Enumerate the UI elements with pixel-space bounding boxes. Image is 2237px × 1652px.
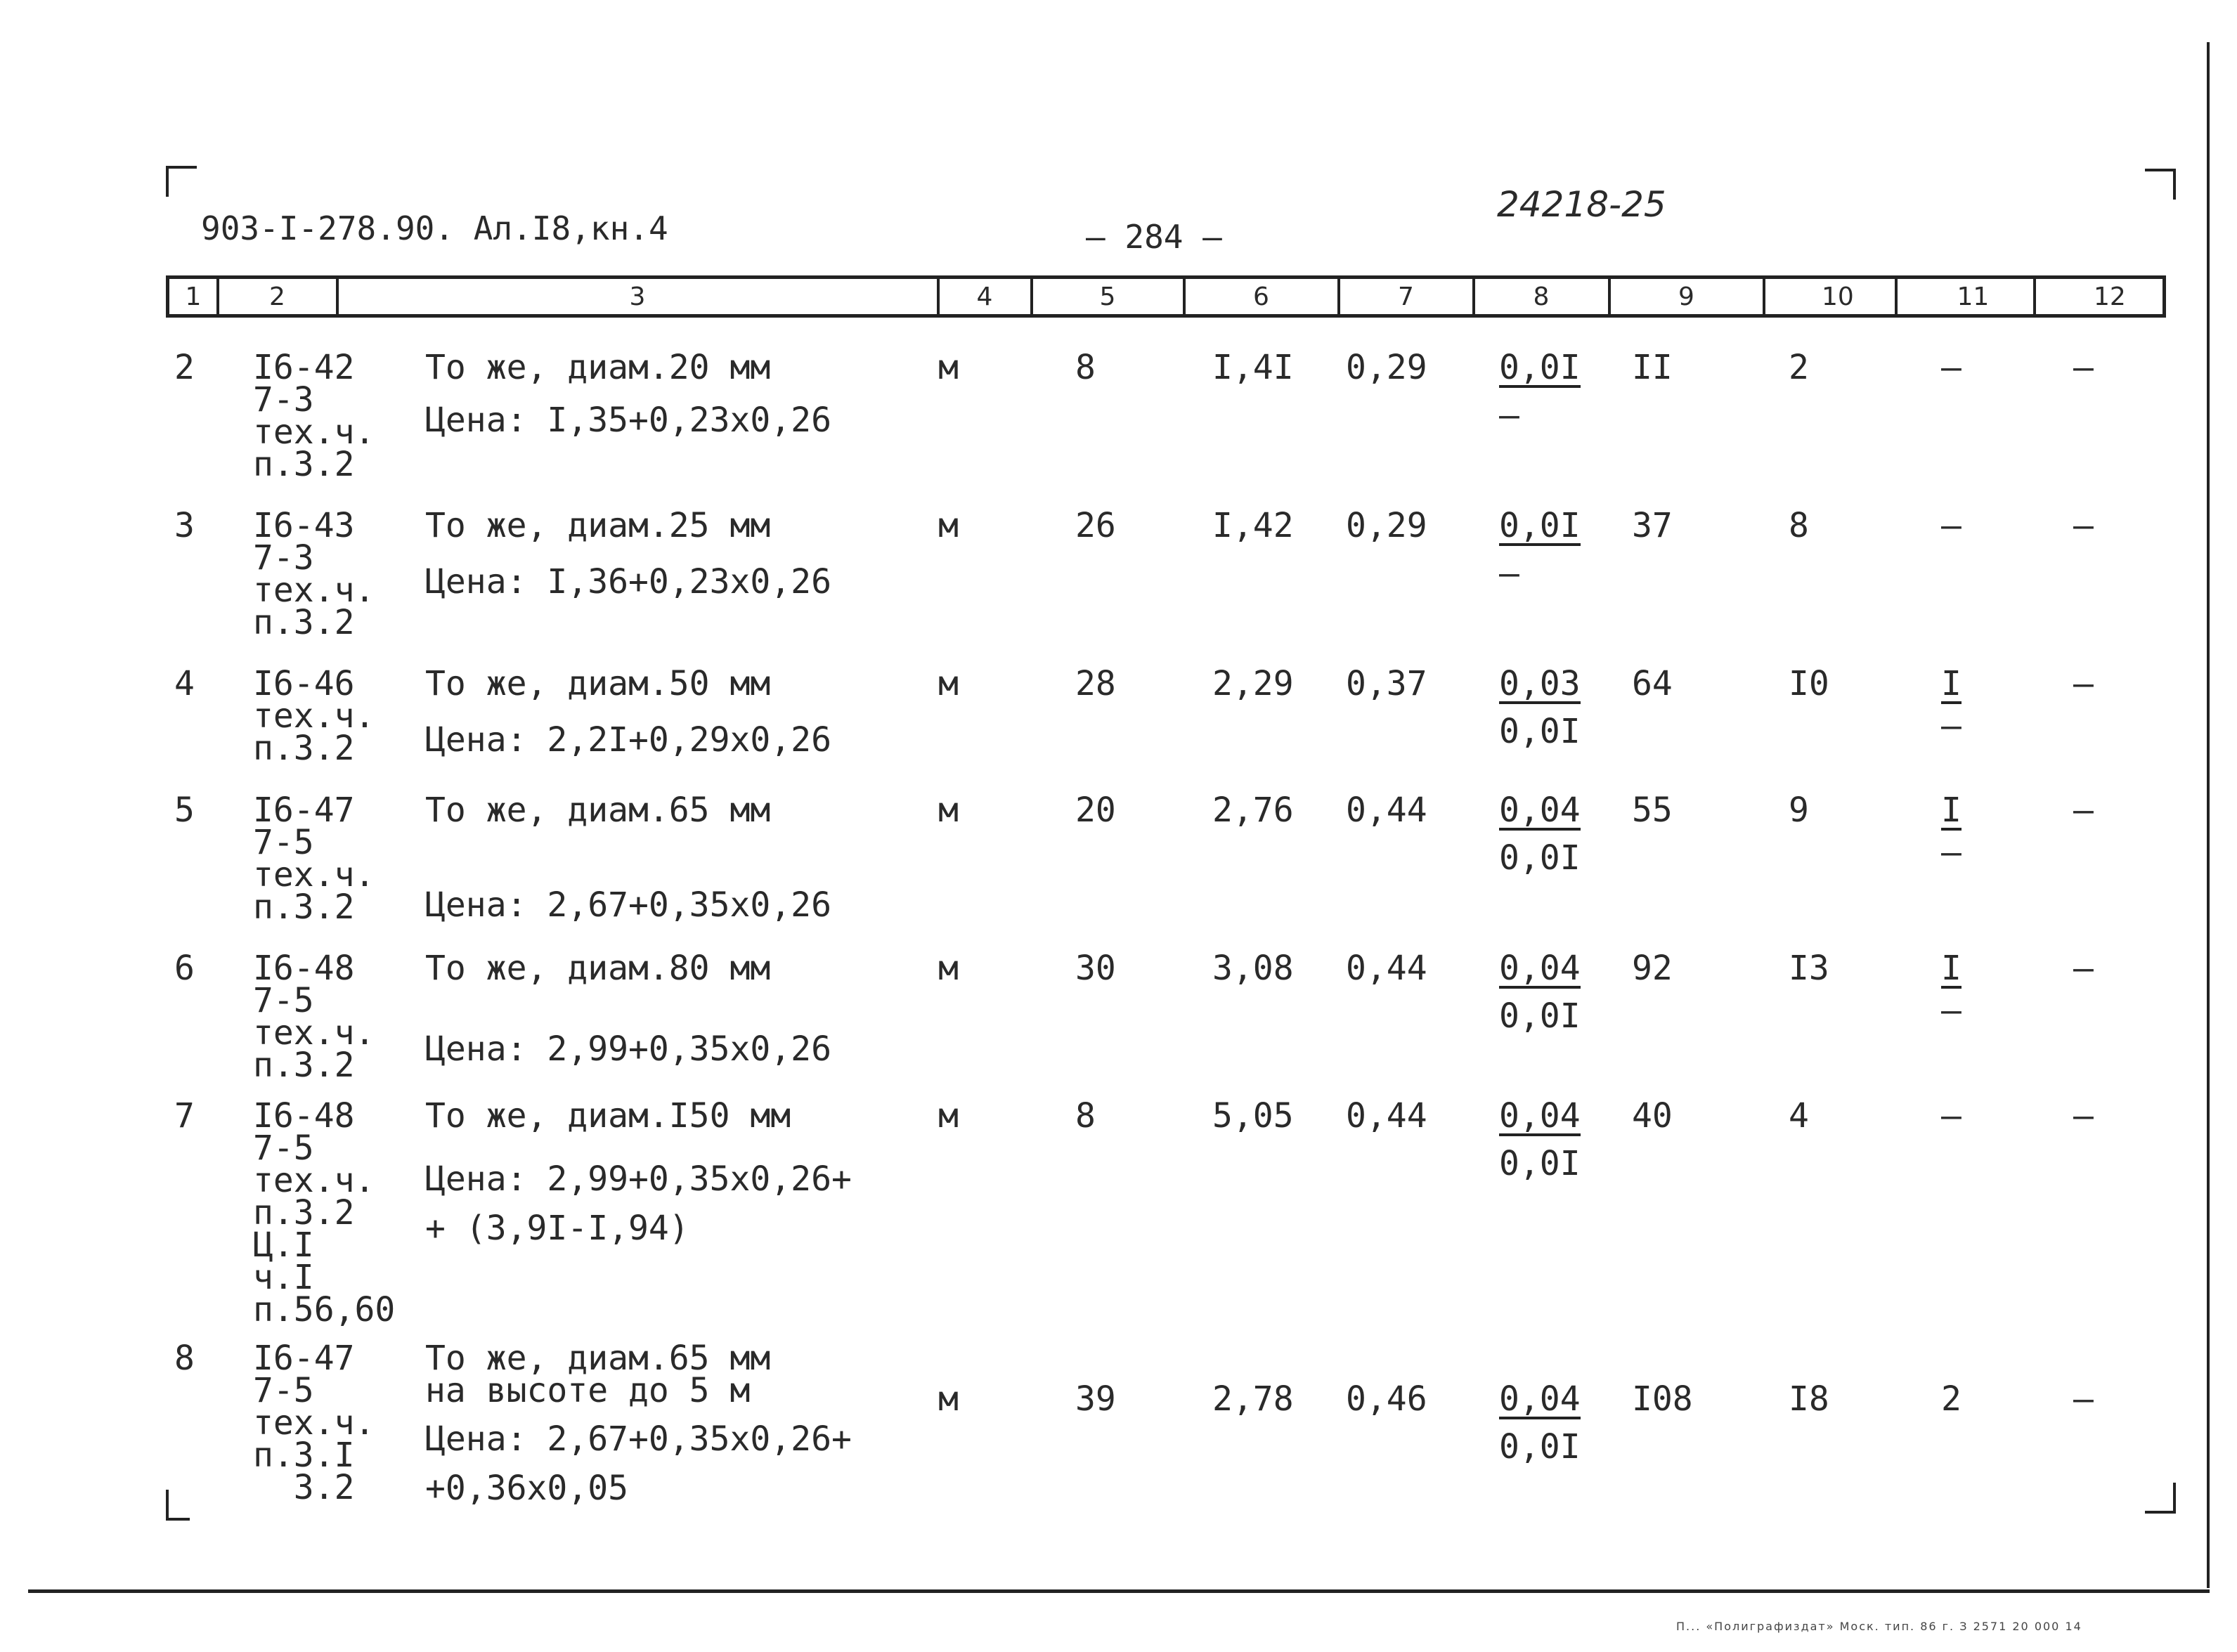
total-cost-value: 55	[1632, 791, 1673, 830]
row-number: 3	[174, 506, 195, 545]
quantity-value: 28	[1075, 664, 1116, 703]
column-11-top-value: I	[1941, 949, 1962, 988]
wage-value: 0,44	[1346, 791, 1427, 830]
column-number-3: 3	[629, 282, 646, 311]
column-8-top-value: 0,04	[1499, 791, 1581, 830]
quantity-value: 8	[1075, 1096, 1096, 1136]
unit-of-measure: м	[938, 506, 959, 545]
unit-cost-value: 5,05	[1212, 1096, 1294, 1136]
column-12-value: –	[2073, 1379, 2094, 1419]
unit-of-measure: м	[938, 348, 959, 387]
norm-reference-line: I6-46	[253, 664, 355, 703]
column-8-bottom-value: –	[1499, 554, 1519, 593]
column-8-bottom-value: 0,0I	[1499, 1427, 1581, 1466]
column-8-bottom-value: 0,0I	[1499, 712, 1581, 751]
norm-reference-line: п.56,60	[253, 1290, 396, 1329]
column-divider	[1763, 275, 1765, 318]
right-edge-line	[2207, 42, 2210, 1588]
unit-cost-value: I,42	[1212, 506, 1294, 545]
wage-value: 0,44	[1346, 949, 1427, 988]
column-12-value: –	[2073, 1096, 2094, 1136]
column-8-top-value: 0,03	[1499, 664, 1581, 703]
norm-reference-line: Ц.I	[253, 1225, 314, 1265]
column-divider	[336, 275, 339, 318]
total-cost-value: 92	[1632, 949, 1673, 988]
norm-reference-line: тех.ч.	[253, 1403, 375, 1443]
column-divider	[1895, 275, 1898, 318]
column-number-9: 9	[1678, 282, 1694, 311]
column-number-header	[166, 275, 2166, 318]
norm-reference-line: тех.ч.	[253, 1013, 375, 1053]
column-8-bottom-value: –	[1499, 396, 1519, 435]
price-formula: Цена: 2,99+0,35х0,26	[425, 1029, 831, 1069]
quantity-value: 39	[1075, 1379, 1116, 1419]
item-description: То же, диам.I50 мм	[425, 1096, 791, 1136]
norm-reference-line: п.3.I	[253, 1436, 355, 1475]
norm-reference-line: тех.ч.	[253, 571, 375, 610]
unit-of-measure: м	[938, 791, 959, 830]
total-wage-value: 8	[1789, 506, 1809, 545]
column-number-11: 11	[1957, 282, 1990, 311]
quantity-value: 20	[1075, 791, 1116, 830]
column-8-top-value: 0,04	[1499, 949, 1581, 988]
price-formula: Цена: I,36+0,23х0,26	[425, 562, 831, 601]
price-formula: Цена: 2,67+0,35х0,26	[425, 885, 831, 925]
item-description: То же, диам.25 мм	[425, 506, 771, 545]
column-11-top-value: –	[1941, 348, 1962, 387]
norm-reference-line: 7-5	[253, 823, 314, 862]
unit-cost-value: 2,76	[1212, 791, 1294, 830]
total-cost-value: 37	[1632, 506, 1673, 545]
norm-reference-line: I6-48	[253, 1096, 355, 1136]
wage-value: 0,46	[1346, 1379, 1427, 1419]
total-wage-value: 2	[1789, 348, 1809, 387]
total-wage-value: I3	[1789, 949, 1829, 988]
wage-value: 0,44	[1346, 1096, 1427, 1136]
item-description: То же, диам.20 мм	[425, 348, 771, 387]
unit-cost-value: I,4I	[1212, 348, 1294, 387]
unit-of-measure: м	[938, 664, 959, 703]
norm-reference-line: I6-42	[253, 348, 355, 387]
price-formula: +0,36х0,05	[425, 1469, 628, 1508]
column-number-2: 2	[269, 282, 285, 311]
column-divider	[937, 275, 940, 318]
column-11-top-value: I	[1941, 664, 1962, 703]
norm-reference-line: тех.ч.	[253, 855, 375, 895]
total-wage-value: 4	[1789, 1096, 1809, 1136]
column-11-bottom-value: –	[1941, 706, 1962, 746]
column-number-7: 7	[1398, 282, 1414, 311]
norm-reference-line: I6-47	[253, 791, 355, 830]
column-8-bottom-value: 0,0I	[1499, 996, 1581, 1036]
column-8-top-value: 0,0I	[1499, 348, 1581, 387]
norm-reference-line: 7-3	[253, 538, 314, 578]
norm-reference-line: тех.ч.	[253, 696, 375, 736]
total-wage-value: 9	[1789, 791, 1809, 830]
total-wage-value: I0	[1789, 664, 1829, 703]
column-number-10: 10	[1822, 282, 1854, 311]
column-number-1: 1	[185, 282, 202, 311]
column-8-top-value: 0,04	[1499, 1096, 1581, 1136]
corner-mark-bottom-right	[2145, 1483, 2176, 1514]
row-number: 5	[174, 791, 195, 830]
norm-reference-line: п.3.2	[253, 729, 355, 768]
norm-reference-line: 7-5	[253, 981, 314, 1020]
column-number-6: 6	[1253, 282, 1269, 311]
price-formula: Цена: 2,67+0,35х0,26+	[425, 1419, 852, 1459]
print-imprint: П... «Полиграфиздат» Моск. тип. 86 г. З 2571 20 000 14	[1676, 1620, 2082, 1633]
quantity-value: 8	[1075, 348, 1096, 387]
norm-reference-line: 7-5	[253, 1129, 314, 1168]
unit-of-measure: м	[938, 1096, 959, 1136]
column-number-12: 12	[2094, 282, 2126, 311]
wage-value: 0,29	[1346, 506, 1427, 545]
norm-reference-line: 3.2	[253, 1468, 355, 1507]
column-divider	[1337, 275, 1340, 318]
column-number-8: 8	[1533, 282, 1550, 311]
unit-of-measure: м	[938, 949, 959, 988]
norm-reference-line: 7-5	[253, 1371, 314, 1410]
bottom-rule	[28, 1589, 2210, 1593]
column-divider	[1183, 275, 1186, 318]
column-12-value: –	[2073, 791, 2094, 830]
corner-mark-top-left	[166, 166, 197, 197]
price-formula: + (3,9I-I,94)	[425, 1209, 689, 1248]
corner-mark-bottom-left	[166, 1490, 190, 1521]
handwritten-reference: 24218-25	[1497, 184, 1666, 225]
item-description: То же, диам.65 мм	[425, 791, 771, 830]
column-divider	[2033, 275, 2036, 318]
price-formula: Цена: 2,99+0,35х0,26+	[425, 1159, 852, 1199]
item-description: То же, диам.50 мм	[425, 664, 771, 703]
column-11-top-value: –	[1941, 506, 1962, 545]
quantity-value: 30	[1075, 949, 1116, 988]
column-divider	[1472, 275, 1475, 318]
item-description: То же, диам.80 мм	[425, 949, 771, 988]
total-cost-value: 64	[1632, 664, 1673, 703]
norm-reference-line: тех.ч.	[253, 412, 375, 452]
column-12-value: –	[2073, 506, 2094, 545]
norm-reference-line: п.3.2	[253, 887, 355, 927]
column-12-value: –	[2073, 348, 2094, 387]
column-divider	[216, 275, 219, 318]
column-11-top-value: –	[1941, 1096, 1962, 1136]
norm-reference-line: I6-47	[253, 1339, 355, 1378]
column-11-top-value: I	[1941, 791, 1962, 830]
norm-reference-line: тех.ч.	[253, 1161, 375, 1200]
total-cost-value: 40	[1632, 1096, 1673, 1136]
unit-cost-value: 2,78	[1212, 1379, 1294, 1419]
row-number: 2	[174, 348, 195, 387]
column-8-bottom-value: 0,0I	[1499, 1144, 1581, 1183]
column-11-top-value: 2	[1941, 1379, 1962, 1419]
quantity-value: 26	[1075, 506, 1116, 545]
norm-reference-line: ч.I	[253, 1258, 314, 1297]
column-number-5: 5	[1099, 282, 1116, 311]
column-12-value: –	[2073, 949, 2094, 988]
total-cost-value: II	[1632, 348, 1673, 387]
document-code: 903-I-278.90. Ал.I8,кн.4	[201, 209, 668, 247]
price-formula: Цена: I,35+0,23х0,26	[425, 401, 831, 440]
norm-reference-line: п.3.2	[253, 1193, 355, 1233]
column-11-bottom-value: –	[1941, 991, 1962, 1030]
total-cost-value: I08	[1632, 1379, 1693, 1419]
row-number: 6	[174, 949, 195, 988]
unit-cost-value: 2,29	[1212, 664, 1294, 703]
row-number: 4	[174, 664, 195, 703]
column-number-4: 4	[976, 282, 993, 311]
total-wage-value: I8	[1789, 1379, 1829, 1419]
wage-value: 0,37	[1346, 664, 1427, 703]
column-8-top-value: 0,0I	[1499, 506, 1581, 545]
corner-mark-top-right	[2145, 169, 2176, 200]
norm-reference-line: п.3.2	[253, 1046, 355, 1085]
row-number: 7	[174, 1096, 195, 1136]
unit-of-measure: м	[938, 1379, 959, 1419]
column-8-top-value: 0,04	[1499, 1379, 1581, 1419]
norm-reference-line: 7-3	[253, 380, 314, 419]
column-11-bottom-value: –	[1941, 833, 1962, 872]
unit-cost-value: 3,08	[1212, 949, 1294, 988]
row-number: 8	[174, 1339, 195, 1378]
column-divider	[1030, 275, 1033, 318]
item-description: То же, диам.65 мм	[425, 1339, 771, 1378]
wage-value: 0,29	[1346, 348, 1427, 387]
page-number: — 284 —	[1086, 218, 1222, 256]
norm-reference-line: I6-48	[253, 949, 355, 988]
norm-reference-line: п.3.2	[253, 445, 355, 484]
column-divider	[1608, 275, 1611, 318]
column-8-bottom-value: 0,0I	[1499, 838, 1581, 878]
price-formula: Цена: 2,2I+0,29х0,26	[425, 720, 831, 760]
item-description: на высоте до 5 м	[425, 1371, 751, 1410]
column-12-value: –	[2073, 664, 2094, 703]
norm-reference-line: п.3.2	[253, 603, 355, 642]
norm-reference-line: I6-43	[253, 506, 355, 545]
